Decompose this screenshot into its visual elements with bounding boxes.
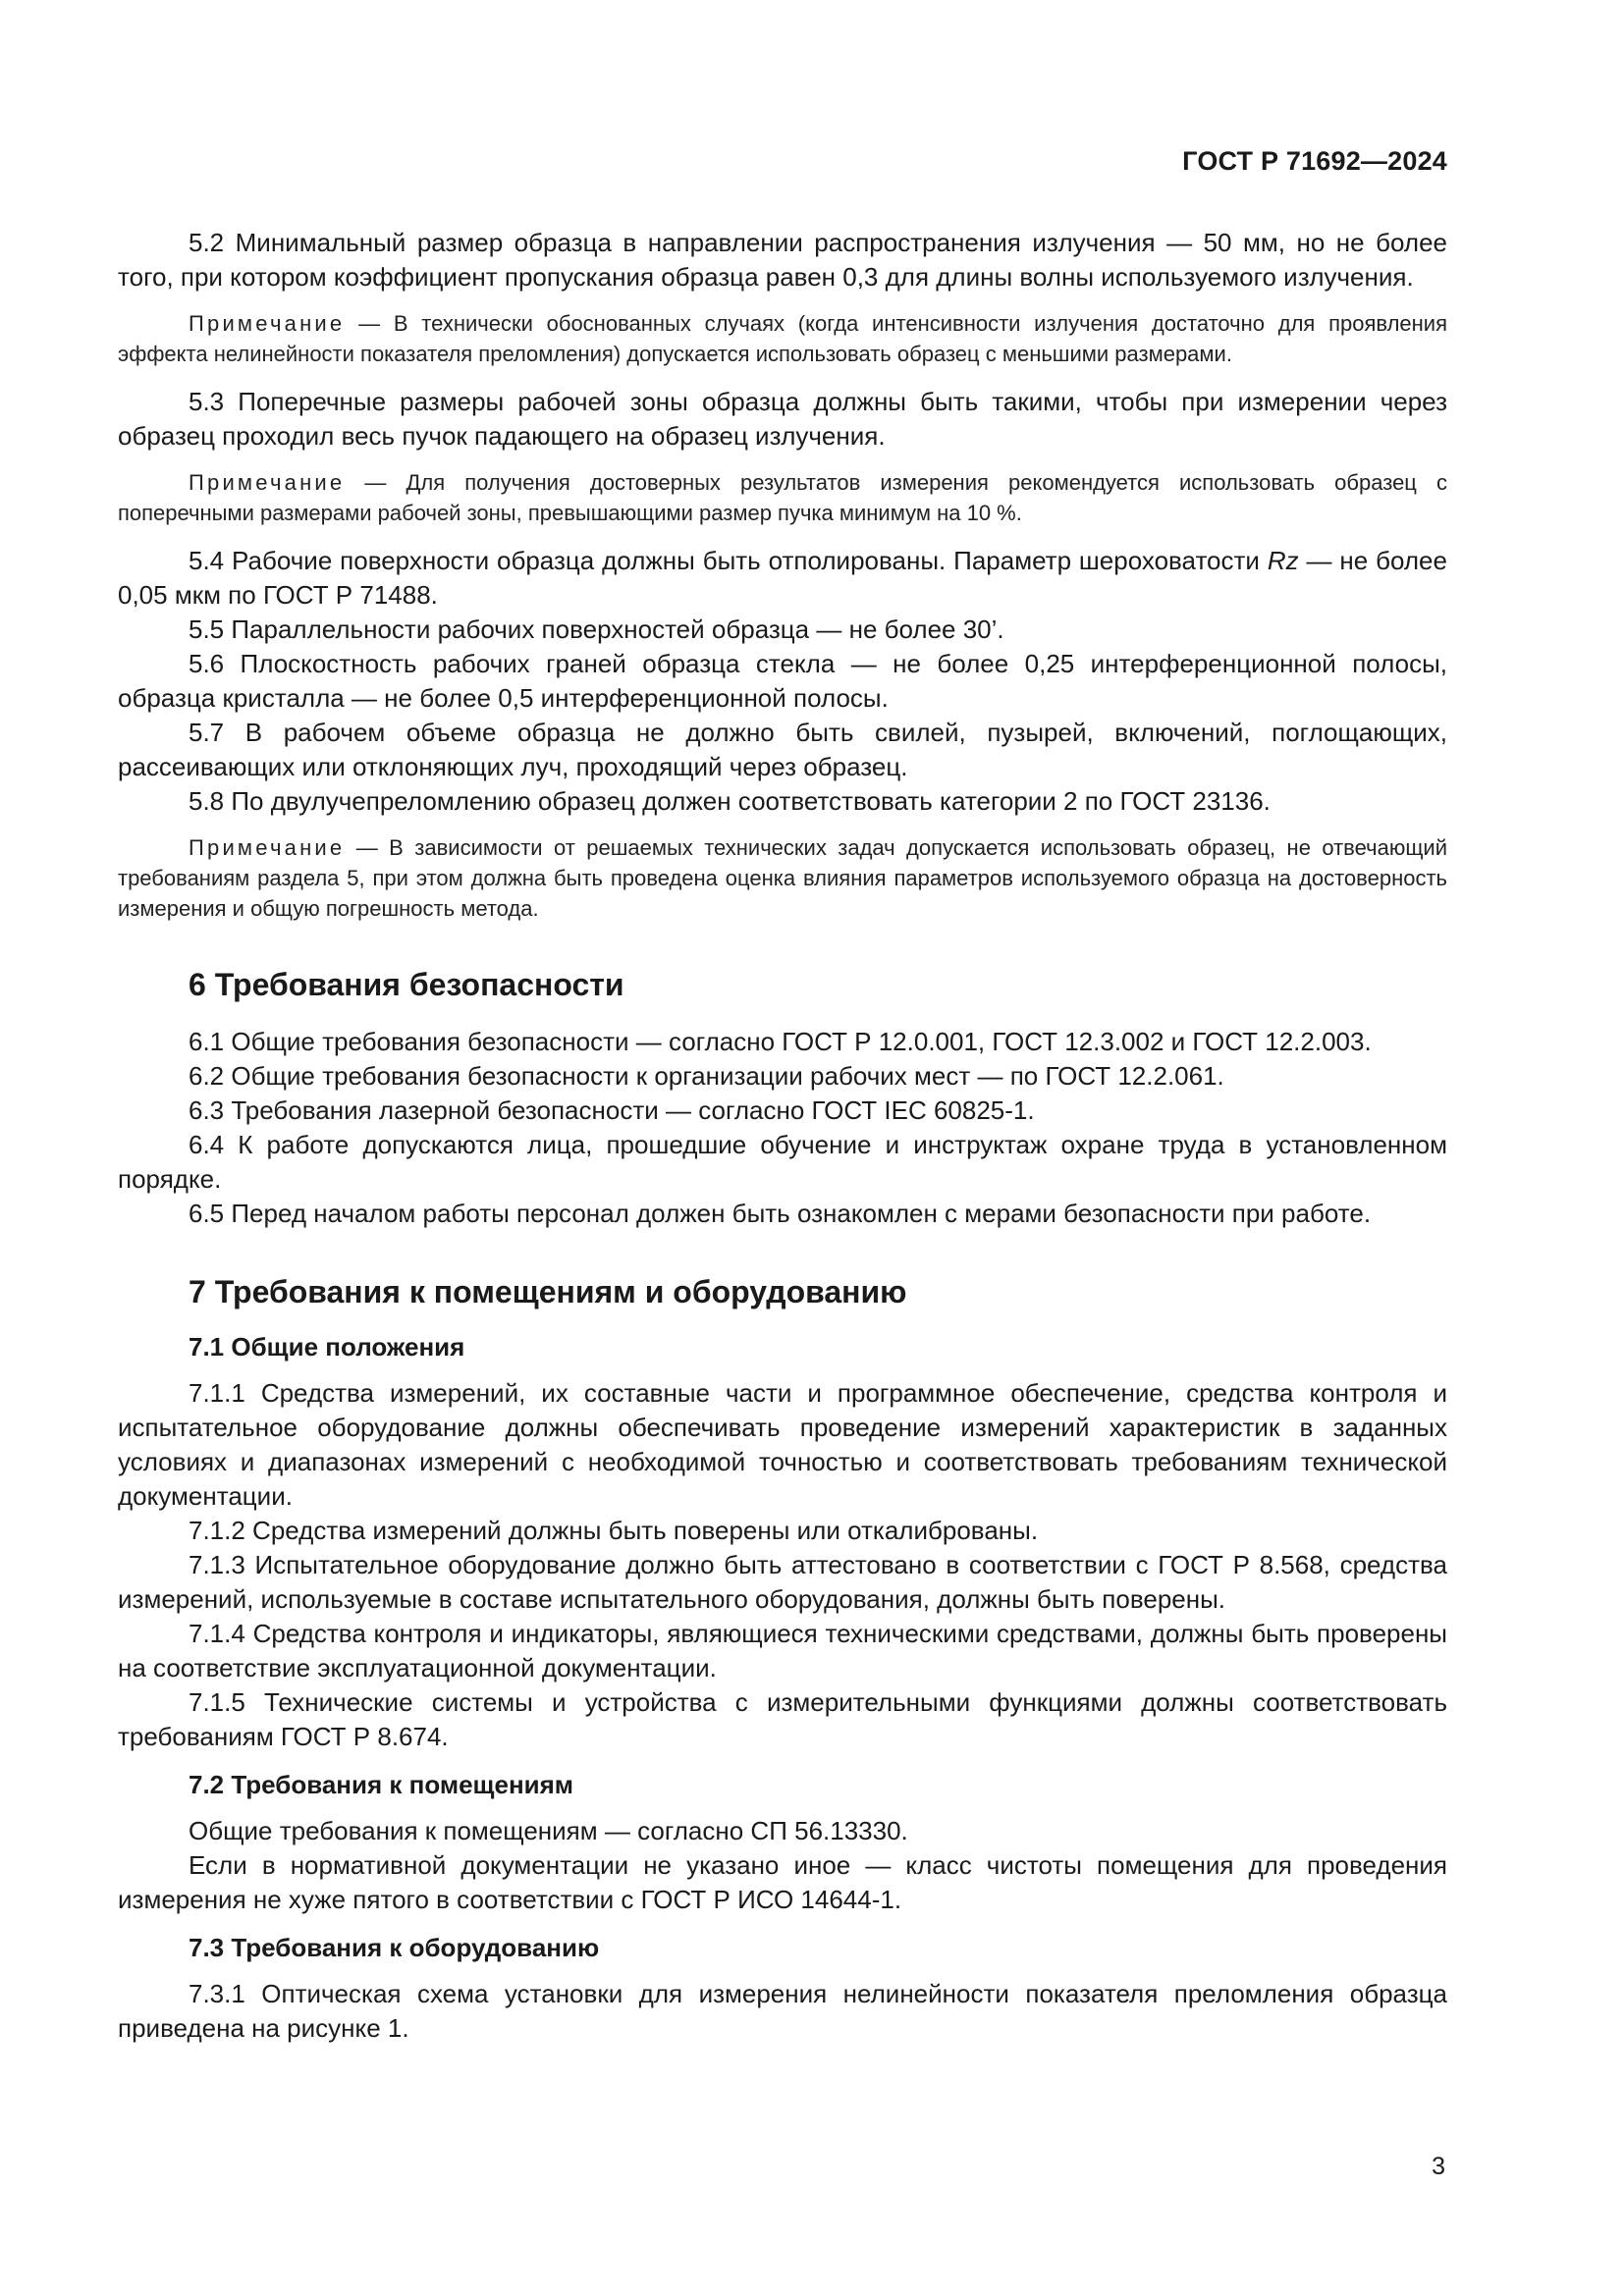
- clause-5-4: [118, 544, 1447, 613]
- note-label: Примечание: [189, 835, 346, 860]
- clause-6-1: 6.1 Общие требования безопасности — согласно ГОСТ Р 12.0.001, ГОСТ 12.3.002 и ГОСТ 12.2.003.: [189, 1027, 1372, 1056]
- clause-7-1-5: 7.1.5 Технические системы и устройства с измерительными функциями должны соответствовать требованиям ГОСТ Р 8.674.: [118, 1687, 1447, 1751]
- clause-7-1-3: 7.1.3 Испытательное оборудование должно быть аттестовано в соответствии с ГОСТ Р 8.568, средства измерений, используемые в составе испытательного оборудования, должны быть поверены.: [118, 1550, 1447, 1614]
- clause-6-5: 6.5 Перед началом работы персонал должен быть ознакомлен с мерами безопасности при работе.: [189, 1199, 1372, 1228]
- note-3: [118, 832, 1447, 924]
- clause-5-6: 5.6 Плоскостность рабочих граней образца стекла — не более 0,25 интерференционной полосы, образца кристалла — не более 0,5 интерференционной полосы.: [118, 649, 1447, 713]
- page-content: [118, 226, 1447, 2046]
- clause-7-1-4: 7.1.4 Средства контроля и индикаторы, являющиеся техническими средствами, должны быть проверены на соответствие эксплуатационной документации.: [118, 1619, 1447, 1682]
- clause-5-8: 5.8 По двулучепреломлению образец должен соответствовать категории 2 по ГОСТ 23136.: [189, 786, 1271, 816]
- clause-6-3: 6.3 Требования лазерной безопасности — согласно ГОСТ IEC 60825-1.: [189, 1095, 1035, 1125]
- note-text: — В технически обоснованных случаях (когда интенсивности излучения достаточно для проявления эффекта нелинейности показателя преломления) допускается использовать образец с меньшими размерами.: [118, 311, 1447, 366]
- clause-7-1-1: 7.1.1 Средства измерений, их составные части и программное обеспечение, средства контроля и испытательное оборудование должны обеспечивать проведение измерений характеристик в заданных условиях и диапазонах измерений с необходимой точностью и соответствовать требованиям технической документации.: [118, 1378, 1447, 1511]
- note-text: — Для получения достоверных результатов измерения рекомендуется использовать образец с поперечными размерами рабочей зоны, превышающими размер пучка минимум на 10 %.: [118, 470, 1447, 525]
- subsection-7-2-heading: 7.2 Требования к помещениям: [189, 1770, 574, 1799]
- note-label: Примечание: [189, 470, 346, 495]
- clause-5-7: 5.7 В рабочем объеме образца не должно быть свилей, пузырей, включений, поглощающих, рассеивающих или отклоняющих луч, проходящий через образец.: [118, 718, 1447, 781]
- clause-7-3-1: 7.3.1 Оптическая схема установки для измерения нелинейности показателя преломления образца приведена на рисунке 1.: [118, 1979, 1447, 2043]
- note-text: — В зависимости от решаемых технических задач допускается использовать образец, не отвечающий требованиям раздела 5, при этом должна быть проведена оценка влияния параметров используемого образца на достоверность измерения и общую погрешность метода.: [118, 835, 1447, 921]
- note-label: Примечание: [189, 311, 346, 336]
- section-7-heading: 7 Требования к помещениям и оборудованию: [189, 1274, 907, 1309]
- document-code-header: ГОСТ Р 71692—2024: [1182, 146, 1447, 176]
- note-2: [118, 467, 1447, 528]
- clause-6-2: 6.2 Общие требования безопасности к организации рабочих мест — по ГОСТ 12.2.061.: [189, 1061, 1224, 1091]
- subsection-7-1-heading: 7.1 Общие положения: [189, 1332, 465, 1362]
- note-1: [118, 308, 1447, 369]
- clause-7-2-general: Общие требования к помещениям — согласно СП 56.13330.: [189, 1816, 908, 1845]
- page-number: 3: [1432, 2153, 1445, 2180]
- clause-5-2: 5.2 Минимальный размер образца в направлении распространения излучения — 50 мм, но не более того, при котором коэффициент пропускания образца равен 0,3 для длины волны используемого излучения.: [118, 228, 1447, 292]
- clause-7-2-cleanliness: Если в нормативной документации не указано иное — класс чистоты помещения для проведения измерения не хуже пятого в соответствии с ГОСТ Р ИСО 14644-1.: [118, 1850, 1447, 1914]
- clause-5-4-text-a: 5.4 Рабочие поверхности образца должны быть отполированы. Параметр шероховатости: [189, 546, 1268, 575]
- clause-5-4-text-b: — не более 0,05 мкм по ГОСТ Р 71488.: [118, 546, 1447, 610]
- clause-7-1-2: 7.1.2 Средства измерений должны быть поверены или откалиброваны.: [189, 1516, 1039, 1545]
- section-6-heading: 6 Требования безопасности: [189, 967, 624, 1002]
- clause-5-3: 5.3 Поперечные размеры рабочей зоны образца должны быть такими, чтобы при измерении через образец проходил весь пучок падающего на образец излучения.: [118, 387, 1447, 451]
- clause-5-5: 5.5 Параллельности рабочих поверхностей образца — не более 30’.: [189, 614, 1004, 644]
- rz-symbol: Rz: [1267, 546, 1299, 575]
- subsection-7-3-heading: 7.3 Требования к оборудованию: [189, 1933, 600, 1962]
- clause-6-4: 6.4 К работе допускаются лица, прошедшие обучение и инструктаж охране труда в установленном порядке.: [118, 1130, 1447, 1194]
